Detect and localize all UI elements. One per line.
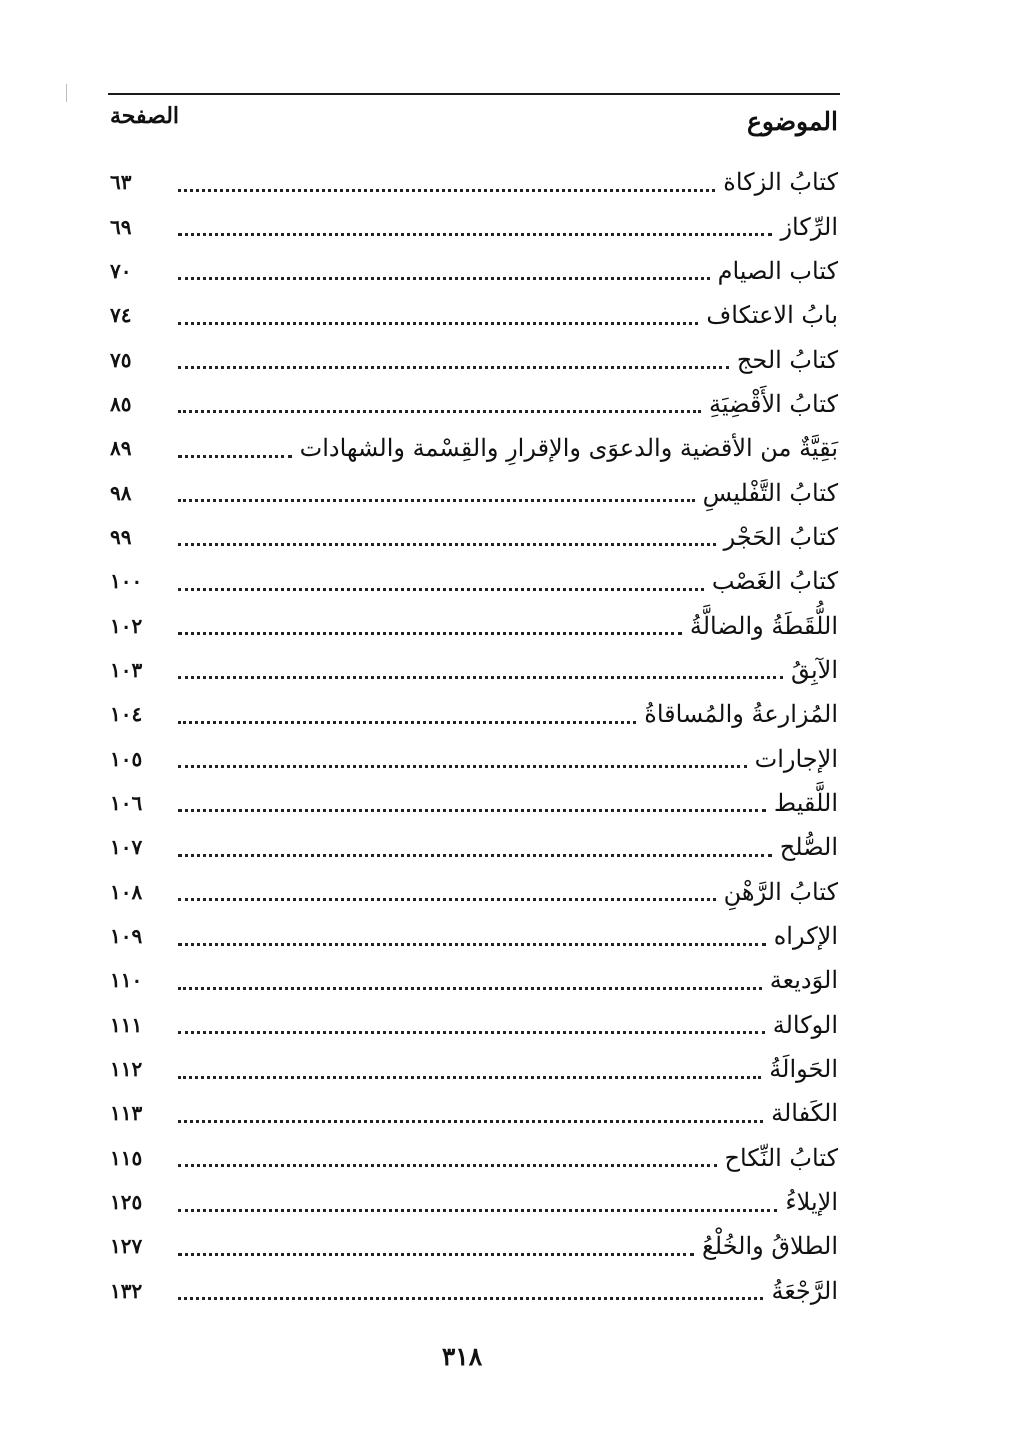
toc-entry: [108, 160, 838, 204]
toc-entry-title: كتابُ الرَّهْنِ: [723, 877, 838, 906]
toc-entry: [108, 1269, 838, 1313]
toc-entry-title: الوكالة: [772, 1010, 838, 1039]
toc-entry-title: اللَّقيط: [773, 788, 838, 817]
toc-header: [108, 103, 838, 143]
dot-leader: [178, 765, 747, 768]
dot-leader: [178, 233, 772, 236]
toc-entry: [108, 337, 838, 381]
toc-entry-page: ٩٨: [110, 480, 132, 505]
toc-entry: [108, 870, 838, 914]
dot-leader: [178, 455, 292, 458]
dot-leader: [178, 1031, 765, 1034]
toc-entry-title: كتابُ الأَقْضِيَةِ: [709, 389, 838, 418]
dot-leader: [178, 1076, 761, 1079]
toc-entry: [108, 958, 838, 1002]
toc-entry-page: ٨٩: [110, 436, 132, 461]
toc-entry: [108, 559, 838, 603]
toc-entry-page: ١٠٤: [110, 702, 143, 727]
toc-entry-page: ١٠٥: [110, 746, 143, 771]
toc-entry: [108, 781, 838, 825]
dot-leader: [178, 499, 695, 502]
dot-leader: [178, 366, 729, 369]
toc-entry-page: ١٢٧: [110, 1234, 143, 1259]
toc-entry: [108, 1091, 838, 1135]
toc-entry-title: الرِّكاز: [780, 212, 838, 241]
dot-leader: [178, 809, 766, 812]
dot-leader: [178, 543, 716, 546]
toc-entry: [108, 603, 838, 647]
toc-entry: [108, 1180, 838, 1224]
toc-entry-title: اللُّقَطَةُ والضالَّةُ: [689, 611, 838, 640]
dot-leader: [178, 1120, 763, 1123]
toc-entry-title: كتابُ الزكاة: [723, 168, 838, 197]
toc-entry-title: الوَديعة: [769, 966, 838, 995]
dot-leader: [178, 721, 636, 724]
dot-leader: [178, 588, 704, 591]
table-of-contents: [108, 160, 838, 1313]
toc-entry-title: كتابُ التَّفْليسِ: [702, 478, 838, 507]
toc-entry-page: ١١٣: [110, 1101, 143, 1126]
toc-entry-page: ١١١: [110, 1012, 143, 1037]
toc-entry-title: كتابُ الحج: [736, 345, 838, 374]
toc-entry-page: ١١٢: [110, 1057, 143, 1082]
toc-entry-title: الطلاقُ والخُلْعُ: [701, 1232, 838, 1261]
toc-entry-page: ١٠٨: [110, 879, 143, 904]
toc-entry: [108, 1003, 838, 1047]
dot-leader: [178, 1253, 694, 1256]
dot-leader: [178, 943, 766, 946]
toc-entry-page: ٧٤: [110, 303, 132, 328]
dot-leader: [178, 1209, 777, 1212]
toc-entry-page: ١١٥: [110, 1145, 143, 1170]
toc-entry: [108, 914, 838, 958]
dot-leader: [178, 410, 701, 413]
toc-entry-title: كتاب الصيام: [717, 256, 838, 285]
toc-entry-title: الصُّلح: [779, 833, 838, 862]
dot-leader: [178, 1297, 763, 1300]
toc-entry-page: ٦٣: [110, 170, 132, 195]
toc-entry: [108, 382, 838, 426]
dot-leader: [178, 189, 715, 192]
toc-entry: [108, 692, 838, 736]
toc-entry: [108, 293, 838, 337]
page-number-text: ٣١٨: [441, 1342, 483, 1371]
page-number: [0, 1342, 924, 1371]
toc-entry: [108, 426, 838, 470]
toc-entry: [108, 249, 838, 293]
header-rule: [108, 93, 840, 95]
toc-entry-title: بابُ الاعتكاف: [706, 301, 838, 330]
dot-leader: [178, 322, 698, 325]
dot-leader: [178, 1164, 717, 1167]
toc-entry-page: ٩٩: [110, 524, 132, 549]
toc-entry: [108, 825, 838, 869]
toc-entry-page: ١٢٥: [110, 1190, 143, 1215]
dot-leader: [178, 277, 710, 280]
toc-entry-page: ١٠٠: [110, 569, 143, 594]
toc-entry-title: كتابُ النِّكاح: [724, 1143, 838, 1172]
dot-leader: [178, 632, 682, 635]
toc-entry-title: الآبِقُ: [790, 655, 838, 684]
toc-entry: [108, 736, 838, 780]
toc-entry-title: الإكراه: [773, 922, 838, 951]
toc-entry-page: ١٠٦: [110, 790, 143, 815]
toc-entry-page: ١١٠: [110, 968, 143, 993]
toc-entry-page: ١٣٢: [110, 1278, 143, 1303]
toc-entry-title: بَقِيَّةٌ من الأقضية والدعوَى والإقرارِ والقِسْمة والشهادات: [299, 434, 838, 463]
dot-leader: [178, 987, 762, 990]
toc-entry-page: ٦٩: [110, 214, 132, 239]
toc-entry-title: الكَفالة: [771, 1099, 838, 1128]
toc-entry: [108, 1224, 838, 1268]
toc-entry-title: كتابُ الغَصْب: [711, 567, 838, 596]
toc-entry-page: ١٠٧: [110, 835, 143, 860]
toc-entry-title: الإيلاءُ: [785, 1188, 838, 1217]
toc-entry-title: الحَوالَةُ: [769, 1055, 838, 1084]
toc-entry-page: ٧٠: [110, 258, 132, 283]
toc-entry-page: ٧٥: [110, 347, 132, 372]
toc-entry-title: الإجارات: [754, 744, 838, 773]
toc-entry-page: ١٠٩: [110, 924, 143, 949]
dot-leader: [178, 854, 772, 857]
toc-entry: [108, 1136, 838, 1180]
toc-entry-title: الرَّجْعَةُ: [771, 1276, 838, 1305]
scan-margin-mark: [66, 84, 67, 102]
page-column-label: الصفحة: [110, 103, 180, 129]
topic-column-label: الموضوع: [747, 107, 838, 136]
toc-entry-page: ١٠٣: [110, 657, 143, 682]
toc-entry: [108, 648, 838, 692]
dot-leader: [178, 676, 783, 679]
toc-entry-title: كتابُ الحَجْر: [723, 522, 838, 551]
toc-entry-page: ١٠٢: [110, 613, 143, 638]
toc-entry-title: المُزارعةُ والمُساقاةُ: [644, 700, 838, 729]
toc-entry: [108, 204, 838, 248]
dot-leader: [178, 898, 716, 901]
toc-entry-page: ٨٥: [110, 391, 132, 416]
toc-entry: [108, 515, 838, 559]
toc-entry: [108, 1047, 838, 1091]
toc-entry: [108, 470, 838, 514]
